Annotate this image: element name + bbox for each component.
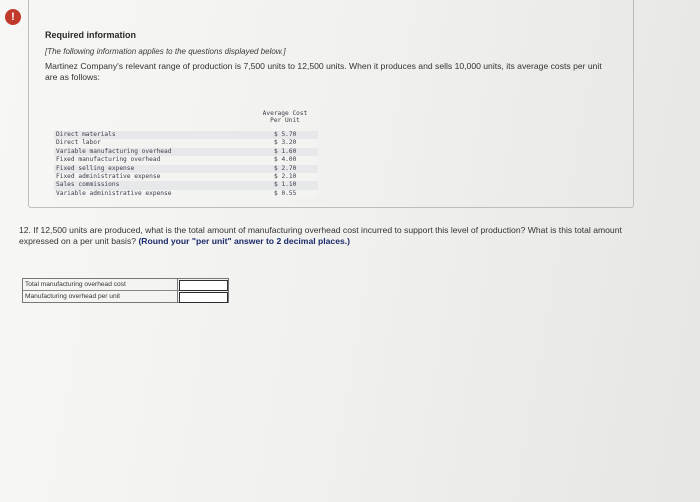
cost-label: Variable administrative expense: [56, 189, 172, 197]
overhead-per-unit-label: Manufacturing overhead per unit: [23, 291, 178, 302]
table-row: [54, 165, 318, 173]
cost-value: $ 2.70: [274, 164, 297, 172]
required-information-title: Required information: [45, 30, 137, 40]
overhead-per-unit-input[interactable]: [179, 292, 228, 303]
table-row: [54, 131, 318, 139]
cost-value: $ 5.70: [274, 131, 297, 138]
cost-value: $ 1.60: [274, 147, 297, 155]
cost-label: Sales commissions: [56, 181, 120, 189]
cost-header-line1: Average Cost: [262, 110, 308, 117]
question-text: 12. If 12,500 units are produced, what is the total amount of manufacturing overhead cost incurred to support this level of production? What is this total amount expressed on a per unit basis?: [19, 225, 622, 246]
info-note: [The following information applies to the questions displayed below.]: [45, 47, 286, 56]
total-overhead-input[interactable]: [179, 280, 228, 291]
cost-table-rows: [54, 131, 318, 198]
table-row: [54, 173, 318, 181]
table-row: [54, 139, 318, 147]
alert-icon: !: [5, 9, 21, 25]
answer-table: [22, 278, 229, 303]
table-row: [54, 181, 318, 189]
table-row: [23, 291, 228, 302]
table-row: [23, 279, 228, 291]
table-row: [54, 190, 318, 198]
cost-value: $ 2.10: [274, 172, 297, 180]
cost-value: $ 1.10: [274, 181, 297, 189]
cost-label: Direct labor: [56, 139, 101, 147]
cost-label: Fixed administrative expense: [56, 172, 161, 180]
cost-table-header: [250, 110, 320, 124]
cost-label: Direct materials: [56, 131, 116, 138]
question-12: [19, 225, 659, 247]
cost-value: $ 4.00: [274, 156, 297, 164]
total-overhead-label: Total manufacturing overhead cost: [23, 279, 178, 290]
question-instruction: (Round your "per unit" answer to 2 decimal places.): [138, 236, 351, 246]
cost-header-line2: Per Unit: [270, 117, 300, 124]
cost-label: Variable manufacturing overhead: [56, 147, 172, 155]
table-row: [54, 148, 318, 156]
cost-value: $ 3.20: [274, 139, 297, 147]
cost-value: $ 0.55: [274, 189, 297, 197]
cost-label: Fixed selling expense: [56, 164, 135, 172]
table-row: [54, 156, 318, 164]
cost-label: Fixed manufacturing overhead: [56, 156, 161, 164]
info-body-text: Martinez Company's relevant range of production is 7,500 units to 12,500 units. When it produces and sells 10,000 units, its average costs per unit are as follows:: [45, 61, 602, 82]
